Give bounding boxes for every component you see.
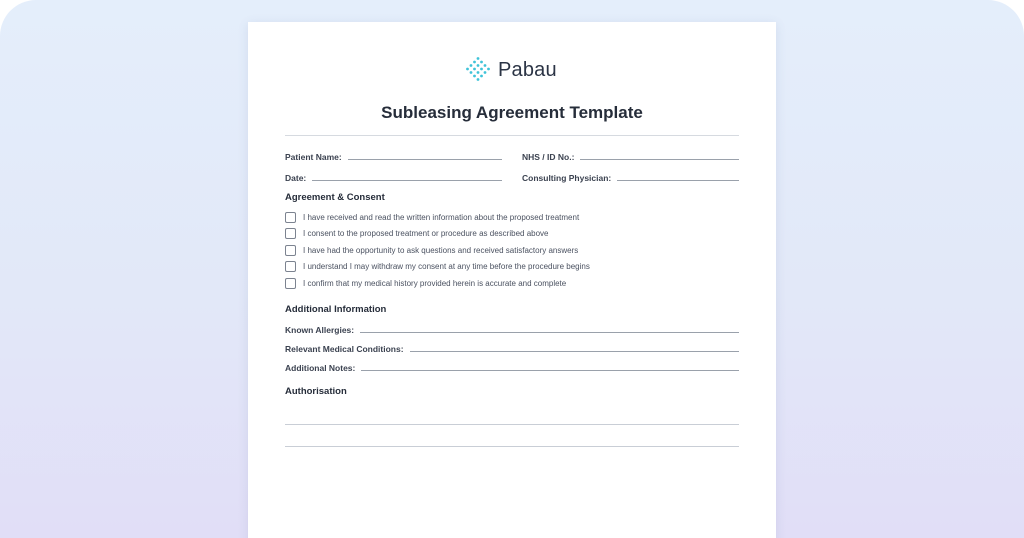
nhs-id-label: NHS / ID No.: bbox=[522, 152, 575, 162]
consent-item[interactable] bbox=[285, 245, 578, 256]
document-title: Subleasing Agreement Template bbox=[381, 103, 643, 122]
agreement-heading: Agreement & Consent bbox=[285, 192, 385, 203]
consent-checkbox[interactable] bbox=[285, 228, 296, 239]
additional-notes-line bbox=[361, 370, 739, 371]
additional-notes-field[interactable] bbox=[285, 361, 739, 373]
date-label: Date: bbox=[285, 173, 307, 183]
consent-checkbox[interactable] bbox=[285, 261, 296, 272]
consulting-physician-label: Consulting Physician: bbox=[522, 173, 612, 183]
consent-checkbox[interactable] bbox=[285, 212, 296, 223]
patient-name-field[interactable] bbox=[285, 150, 502, 162]
authorisation-heading: Authorisation bbox=[285, 386, 347, 397]
consent-item[interactable] bbox=[285, 278, 566, 289]
known-allergies-field[interactable] bbox=[285, 323, 739, 335]
consent-text: I have received and read the written information about the proposed treatment bbox=[303, 213, 580, 222]
signature-line[interactable] bbox=[285, 446, 739, 447]
consent-text: I understand I may withdraw my consent at any time before the procedure begins bbox=[303, 262, 590, 271]
title-divider bbox=[285, 135, 739, 136]
additional-info-heading: Additional Information bbox=[285, 304, 387, 315]
brand-logo bbox=[464, 56, 557, 84]
relevant-conditions-label: Relevant Medical Conditions: bbox=[285, 344, 404, 354]
document-sheet bbox=[248, 22, 776, 538]
consent-item[interactable] bbox=[285, 261, 590, 272]
consent-checkbox[interactable] bbox=[285, 278, 296, 289]
consent-checkbox[interactable] bbox=[285, 245, 296, 256]
date-line bbox=[312, 180, 502, 181]
known-allergies-label: Known Allergies: bbox=[285, 325, 355, 335]
consent-text: I confirm that my medical history provided herein is accurate and complete bbox=[303, 279, 567, 288]
date-field[interactable] bbox=[285, 171, 502, 183]
consent-text: I consent to the proposed treatment or procedure as described above bbox=[303, 229, 549, 238]
consulting-physician-line bbox=[617, 180, 739, 181]
consulting-physician-field[interactable] bbox=[522, 171, 739, 183]
patient-name-label: Patient Name: bbox=[285, 152, 342, 162]
relevant-conditions-line bbox=[410, 351, 739, 352]
additional-notes-label: Additional Notes: bbox=[285, 363, 356, 373]
relevant-conditions-field[interactable] bbox=[285, 342, 739, 354]
consent-text: I have had the opportunity to ask questions and received satisfactory answers bbox=[303, 246, 579, 255]
known-allergies-line bbox=[360, 332, 739, 333]
patient-name-line bbox=[348, 159, 502, 160]
consent-item[interactable] bbox=[285, 228, 548, 239]
nhs-id-line bbox=[580, 159, 739, 160]
signature-line[interactable] bbox=[285, 424, 739, 425]
brand-name: Pabau bbox=[498, 58, 557, 81]
nhs-id-field[interactable] bbox=[522, 150, 739, 162]
consent-item[interactable] bbox=[285, 212, 579, 223]
diamond-dots-logo-icon bbox=[464, 56, 492, 84]
